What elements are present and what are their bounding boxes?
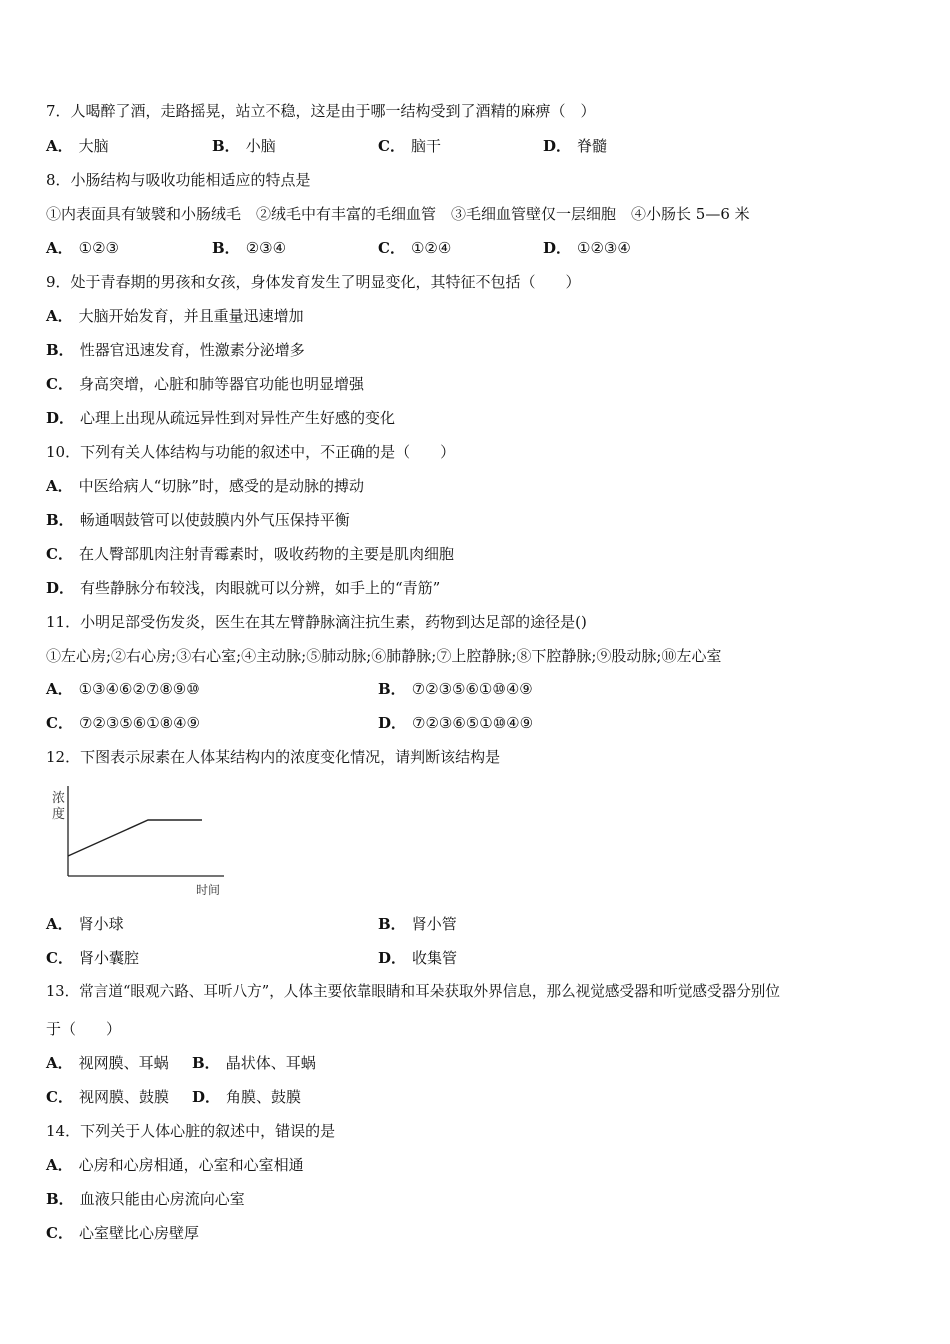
q9-option-c: C． 身高突增，心脏和肺等器官功能也明显增强	[46, 375, 364, 393]
q7-option-a: A． 大脑	[46, 137, 109, 155]
y-label-char-1: 浓	[52, 791, 66, 806]
q10-option-b: B． 畅通咽鼓管可以使鼓膜内外气压保持平衡	[46, 511, 350, 529]
q8-stem: 8．小肠结构与吸收功能相适应的特点是	[46, 171, 311, 189]
q9-option-a: A． 大脑开始发育，并且重量迅速增加	[46, 307, 304, 325]
q11-option-d: D． ⑦②③⑥⑤①⑩④⑨	[378, 714, 534, 732]
q13-stem-line-2: 于（ ）	[46, 1020, 122, 1038]
q8-option-c: C． ①②④	[378, 239, 452, 257]
q13-option-c: C． 视网膜、鼓膜	[46, 1088, 169, 1106]
q10-stem: 10．下列有关人体结构与功能的叙述中，不正确的是（ ）	[46, 443, 456, 461]
q14-option-b: B． 血液只能由心房流向心室	[46, 1190, 245, 1208]
q8-option-d: D． ①②③④	[543, 239, 631, 257]
q10-option-a: A． 中医给病人“切脉”时，感受的是动脉的搏动	[46, 477, 364, 495]
q8-option-b: B． ②③④	[212, 239, 287, 257]
q8-option-a: A． ①②③	[46, 239, 119, 257]
q12-stem: 12．下图表示尿素在人体某结构内的浓度变化情况，请判断该结构是	[46, 748, 501, 766]
q10-option-d: D． 有些静脉分布较浅，肉眼就可以分辨，如手上的“青筋”	[46, 579, 441, 597]
q7-option-d: D． 脊髓	[543, 137, 608, 155]
q7-option-b: B． 小脑	[212, 137, 276, 155]
q11-statements: ①左心房;②右心房;③右心室;④主动脉;⑤肺动脉;⑥肺静脉;⑦上腔静脉;⑧下腔静脉;⑨股动脉;⑩左心室	[46, 647, 722, 665]
q9-stem: 9．处于青春期的男孩和女孩，身体发育发生了明显变化，其特征不包括（ ）	[46, 273, 581, 291]
q9-option-b: B． 性器官迅速发育，性激素分泌增多	[46, 341, 305, 359]
q7-option-c: C． 脑干	[378, 137, 441, 155]
q14-stem: 14．下列关于人体心脏的叙述中，错误的是	[46, 1122, 336, 1140]
q13-option-b: B． 晶状体、耳蜗	[192, 1054, 316, 1072]
q8-statements: ①内表面具有皱襞和小肠绒毛 ②绒毛中有丰富的毛细血管 ③毛细血管壁仅一层细胞 ④小肠长 5—6 米	[46, 205, 750, 223]
q13-stem-line-1: 13．常言道“眼观六路、耳听八方”，人体主要依靠眼睛和耳朵获取外界信息，那么视觉感受器和听觉感受器分别位	[46, 983, 780, 1000]
q11-stem: 11．小明足部受伤发炎，医生在其左臂静脉滴注抗生素，药物到达足部的途径是()	[46, 613, 587, 631]
q13-option-d: D． 角膜、鼓膜	[192, 1088, 302, 1106]
q7-stem: 7．人喝醉了酒，走路摇晃，站立不稳，这是由于哪一结构受到了酒精的麻痹（ ）	[46, 102, 596, 120]
x-label: 时间	[196, 883, 221, 897]
q13-option-a: A． 视网膜、耳蜗	[46, 1054, 169, 1072]
concentration-curve	[68, 820, 202, 856]
q11-option-b: B． ⑦②③⑤⑥①⑩④⑨	[378, 680, 533, 698]
urea-concentration-figure	[46, 780, 236, 900]
q11-option-a: A． ①③④⑥②⑦⑧⑨⑩	[46, 680, 200, 698]
q14-option-a: A． 心房和心房相通，心室和心室相通	[46, 1156, 304, 1174]
q12-option-d: D． 收集管	[378, 949, 458, 967]
y-label-char-2: 度	[52, 807, 66, 822]
q10-option-c: C． 在人臀部肌肉注射青霉素时，吸收药物的主要是肌肉细胞	[46, 545, 454, 563]
q11-option-c: C． ⑦②③⑤⑥①⑧④⑨	[46, 714, 200, 732]
q9-option-d: D． 心理上出现从疏远异性到对异性产生好感的变化	[46, 409, 396, 427]
q12-option-c: C． 肾小囊腔	[46, 949, 139, 967]
q12-option-a: A． 肾小球	[46, 915, 124, 933]
q12-option-b: B． 肾小管	[378, 915, 457, 933]
q14-option-c: C． 心室壁比心房壁厚	[46, 1224, 199, 1242]
